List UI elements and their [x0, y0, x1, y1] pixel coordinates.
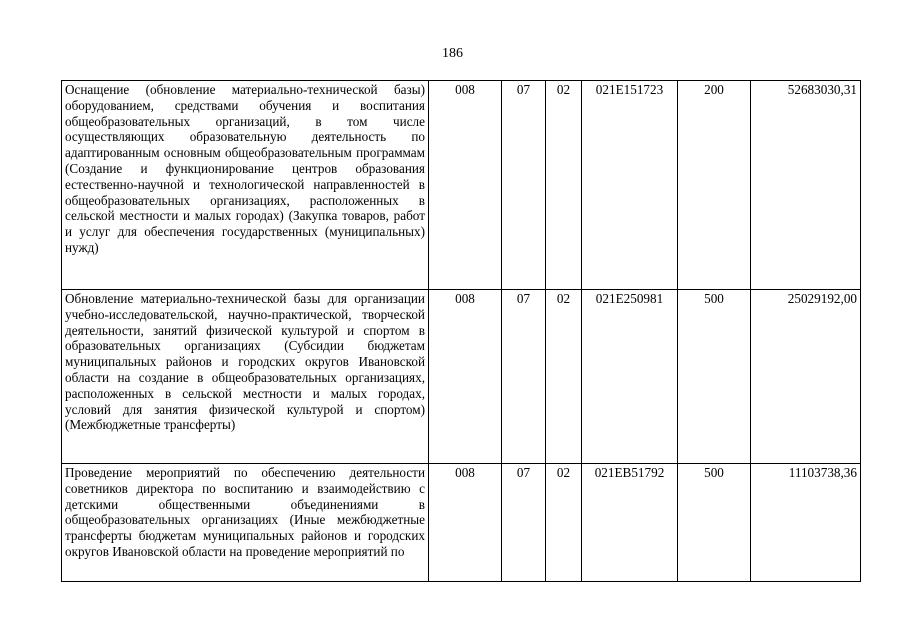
amount-cell: 11103738,36	[751, 464, 861, 582]
expense-type-cell: 200	[678, 81, 751, 290]
table-row	[62, 290, 861, 464]
expense-type-cell: 500	[678, 290, 751, 464]
subsection-code-cell: 02	[546, 464, 582, 582]
description-cell: Проведение мероприятий по обеспечению деятельности советников директора по воспитанию и взаимодействию с детскими общественными объединениями в общеобразовательных организациях (Иные межбюджетные трансферты бюджетам муниципальных районов и городских округов Ивановской области на проведение мероприятий по	[62, 464, 429, 582]
table-row	[62, 464, 861, 582]
description-cell: Оснащение (обновление материально-технической базы) оборудованием, средствами обучения и воспитания общеобразовательных организаций, в том числе осуществляющих образовательную деятельность по адаптированным основным общеобразовательным программам (Создание и функционирование центров образования естественно-научной и технологической направленностей в общеобразовательных организациях, расположенных в сельской местности и малых городах) (Закупка товаров, работ и услуг для обеспечения государственных (муниципальных) нужд)	[62, 81, 429, 290]
subsection-code-cell: 02	[546, 81, 582, 290]
description-cell: Обновление материально-технической базы для организации учебно-исследовательской, научно-практической, творческой деятельности, занятий физической культурой и спортом в образовательных организациях (Субсидии бюджетам муниципальных районов и городских округов Ивановской области на создание в общеобразовательных организациях, расположенных в сельской местности и малых городах, условий для занятия физической культурой и спортом) (Межбюджетные трансферты)	[62, 290, 429, 464]
amount-cell: 52683030,31	[751, 81, 861, 290]
target-article-cell: 021E250981	[582, 290, 678, 464]
ministry-code-cell: 008	[429, 464, 502, 582]
page-number: 186	[442, 46, 463, 61]
section-code-cell: 07	[502, 464, 546, 582]
amount-cell: 25029192,00	[751, 290, 861, 464]
table-row	[62, 81, 861, 290]
section-code-cell: 07	[502, 81, 546, 290]
target-article-cell: 021E151723	[582, 81, 678, 290]
target-article-cell: 021EВ51792	[582, 464, 678, 582]
ministry-code-cell: 008	[429, 290, 502, 464]
subsection-code-cell: 02	[546, 290, 582, 464]
expense-type-cell: 500	[678, 464, 751, 582]
section-code-cell: 07	[502, 290, 546, 464]
ministry-code-cell: 008	[429, 81, 502, 290]
budget-table	[61, 80, 861, 582]
